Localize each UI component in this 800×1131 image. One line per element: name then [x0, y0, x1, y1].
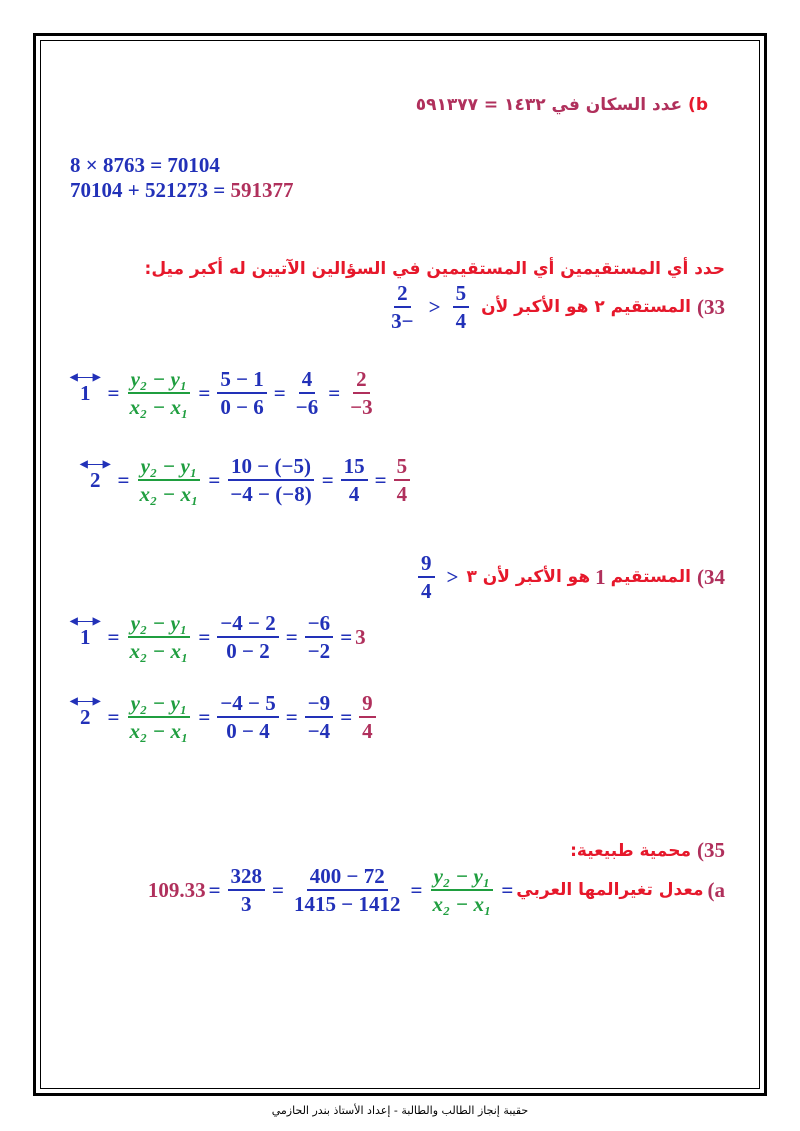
slope-formula: $\frac{\text{y₂ − y₁}}{\text{x₂ − x₁}}$	[432, 864, 492, 917]
q34-line2-step2: $\frac{-9}{-4}$	[305, 692, 333, 742]
q33-statement	[384, 282, 725, 332]
q33-frac-a: $\frac{5}{4}$	[453, 282, 470, 332]
q33-line2-result: $\frac{5}{4}$	[394, 455, 411, 505]
q33-line2-slope: ◀ 2 ▶ = $\frac{\text{y₂ − y₁}}{\text{x₂ − x₁}}$ = $\frac{10 - (-5)}{-4 - (-8)}$ = $\frac{15}{4}$ = $\frac{5}{4}$	[82, 455, 414, 505]
calc-line-1: 8 × 8763 = 70104	[70, 153, 220, 177]
q34-line-number: 1	[595, 564, 606, 589]
q34-statement	[414, 552, 725, 602]
line-2-symbol: ◀ 2 ▶	[80, 458, 111, 492]
line-1-symbol: ◀ 1 ▶	[70, 371, 101, 405]
q33-line1-slope: ◀ 1 ▶ = $\frac{\text{y₂ − y₁}}{\text{x₂ − x₁}}$ = $\frac{5 - 1}{0 - 6}$ = $\frac{4}{-6}$ = $\frac{2}{-3}$	[72, 368, 380, 418]
q34-line1-result: 3	[355, 624, 366, 649]
calc-line-2-lhs: 70104 + 521273 =	[70, 178, 226, 202]
q34-text: المستقيم	[610, 567, 691, 588]
q35a-step2: $\frac{328}{3}$	[228, 865, 266, 915]
q34-frac: $\frac{9}{4}$	[418, 552, 435, 602]
q34-line1-step1: $\frac{-4 - 2}{0 - 2}$	[217, 612, 278, 662]
line-1-symbol: ◀ 1 ▶	[70, 615, 101, 649]
calc-line-2	[70, 178, 293, 203]
q34-text-2: هو الأكبر لأن ٣	[466, 567, 591, 588]
q33-line2-step1: $\frac{10 - (-5)}{-4 - (-8)}$	[227, 455, 314, 505]
q35-text: محمية طبيعية:	[570, 840, 691, 861]
q34-line1-step2: $\frac{-6}{-2}$	[305, 612, 333, 662]
b-text: عدد السكان في ١٤٣٢ = ٥٩١٣٧٧	[415, 95, 683, 115]
line-2-symbol: ◀ 2 ▶	[70, 695, 101, 729]
page-footer: حقيبة إنجاز الطالب والطالبة - إعداد الأستاذ بندر الحازمي	[271, 1104, 529, 1117]
q35a-step1: $\frac{400 - 72}{1415 - 1412}$	[294, 864, 401, 917]
slope-formula: $\frac{\text{y₂ − y₁}}{\text{x₂ − x₁}}$	[129, 691, 189, 744]
q35a-rate: a) معدل تغيرالمها العربي = $\frac{\text{y₂ − y₁}}{\text{x₂ − x₁}}$ = $\frac{400 - 72}{1415 - 1412}$ = $\frac{328}{3}$ = 109.33	[147, 864, 725, 917]
q33-text: المستقيم ٢ هو الأكبر لأن	[481, 297, 691, 318]
slope-formula: $\frac{\text{y₂ − y₁}}{\text{x₂ − x₁}}$	[129, 367, 189, 420]
q35a-result: 109.33	[147, 877, 206, 902]
q34-line1-slope: ◀ 1 ▶ = $\frac{\text{y₂ − y₁}}{\text{x₂ − x₁}}$ = $\frac{-4 - 2}{0 - 2}$ = $\frac{-6}{-2}$ = 3	[70, 611, 366, 664]
q33-frac-b: $\frac{2}{-3}$	[391, 281, 414, 334]
slope-formula: $\frac{\text{y₂ − y₁}}{\text{x₂ − x₁}}$	[129, 611, 189, 664]
q33-line1-step2: $\frac{4}{-6}$	[295, 367, 319, 420]
q33-line2-step2: $\frac{15}{4}$	[341, 455, 368, 505]
q34-line2-step1: $\frac{-4 - 5}{0 - 4}$	[217, 692, 278, 742]
q33-line1-step1: $\frac{5 - 1}{0 - 6}$	[217, 368, 266, 418]
q34-line2-result: $\frac{9}{4}$	[359, 692, 376, 742]
q33-number: 33)	[697, 294, 725, 319]
q35a-label: a)	[707, 877, 725, 902]
q34-line2-slope: ◀ 2 ▶ = $\frac{\text{y₂ − y₁}}{\text{x₂ − x₁}}$ = $\frac{-4 - 5}{0 - 4}$ = $\frac{-9}{-4}$ = $\frac{9}{4}$	[72, 692, 380, 742]
q34-op: <	[446, 564, 459, 589]
q33-line1-result: $\frac{2}{-3}$	[350, 367, 373, 420]
b-item	[416, 95, 708, 115]
slope-formula: $\frac{\text{y₂ − y₁}}{\text{x₂ − x₁}}$	[139, 454, 199, 507]
q35-heading	[570, 838, 725, 863]
section-heading: حدد أي المستقيمين أي المستقيمين في السؤالين الآتيين له أكبر ميل:	[144, 259, 725, 279]
calc-line-2-result: 591377	[230, 178, 294, 202]
q35-number: 35)	[697, 838, 725, 862]
q33-op: <	[428, 294, 441, 319]
q34-number: 34)	[697, 564, 725, 589]
q35a-text: معدل تغيرالمها العربي	[516, 880, 704, 901]
b-label: b)	[688, 95, 708, 115]
